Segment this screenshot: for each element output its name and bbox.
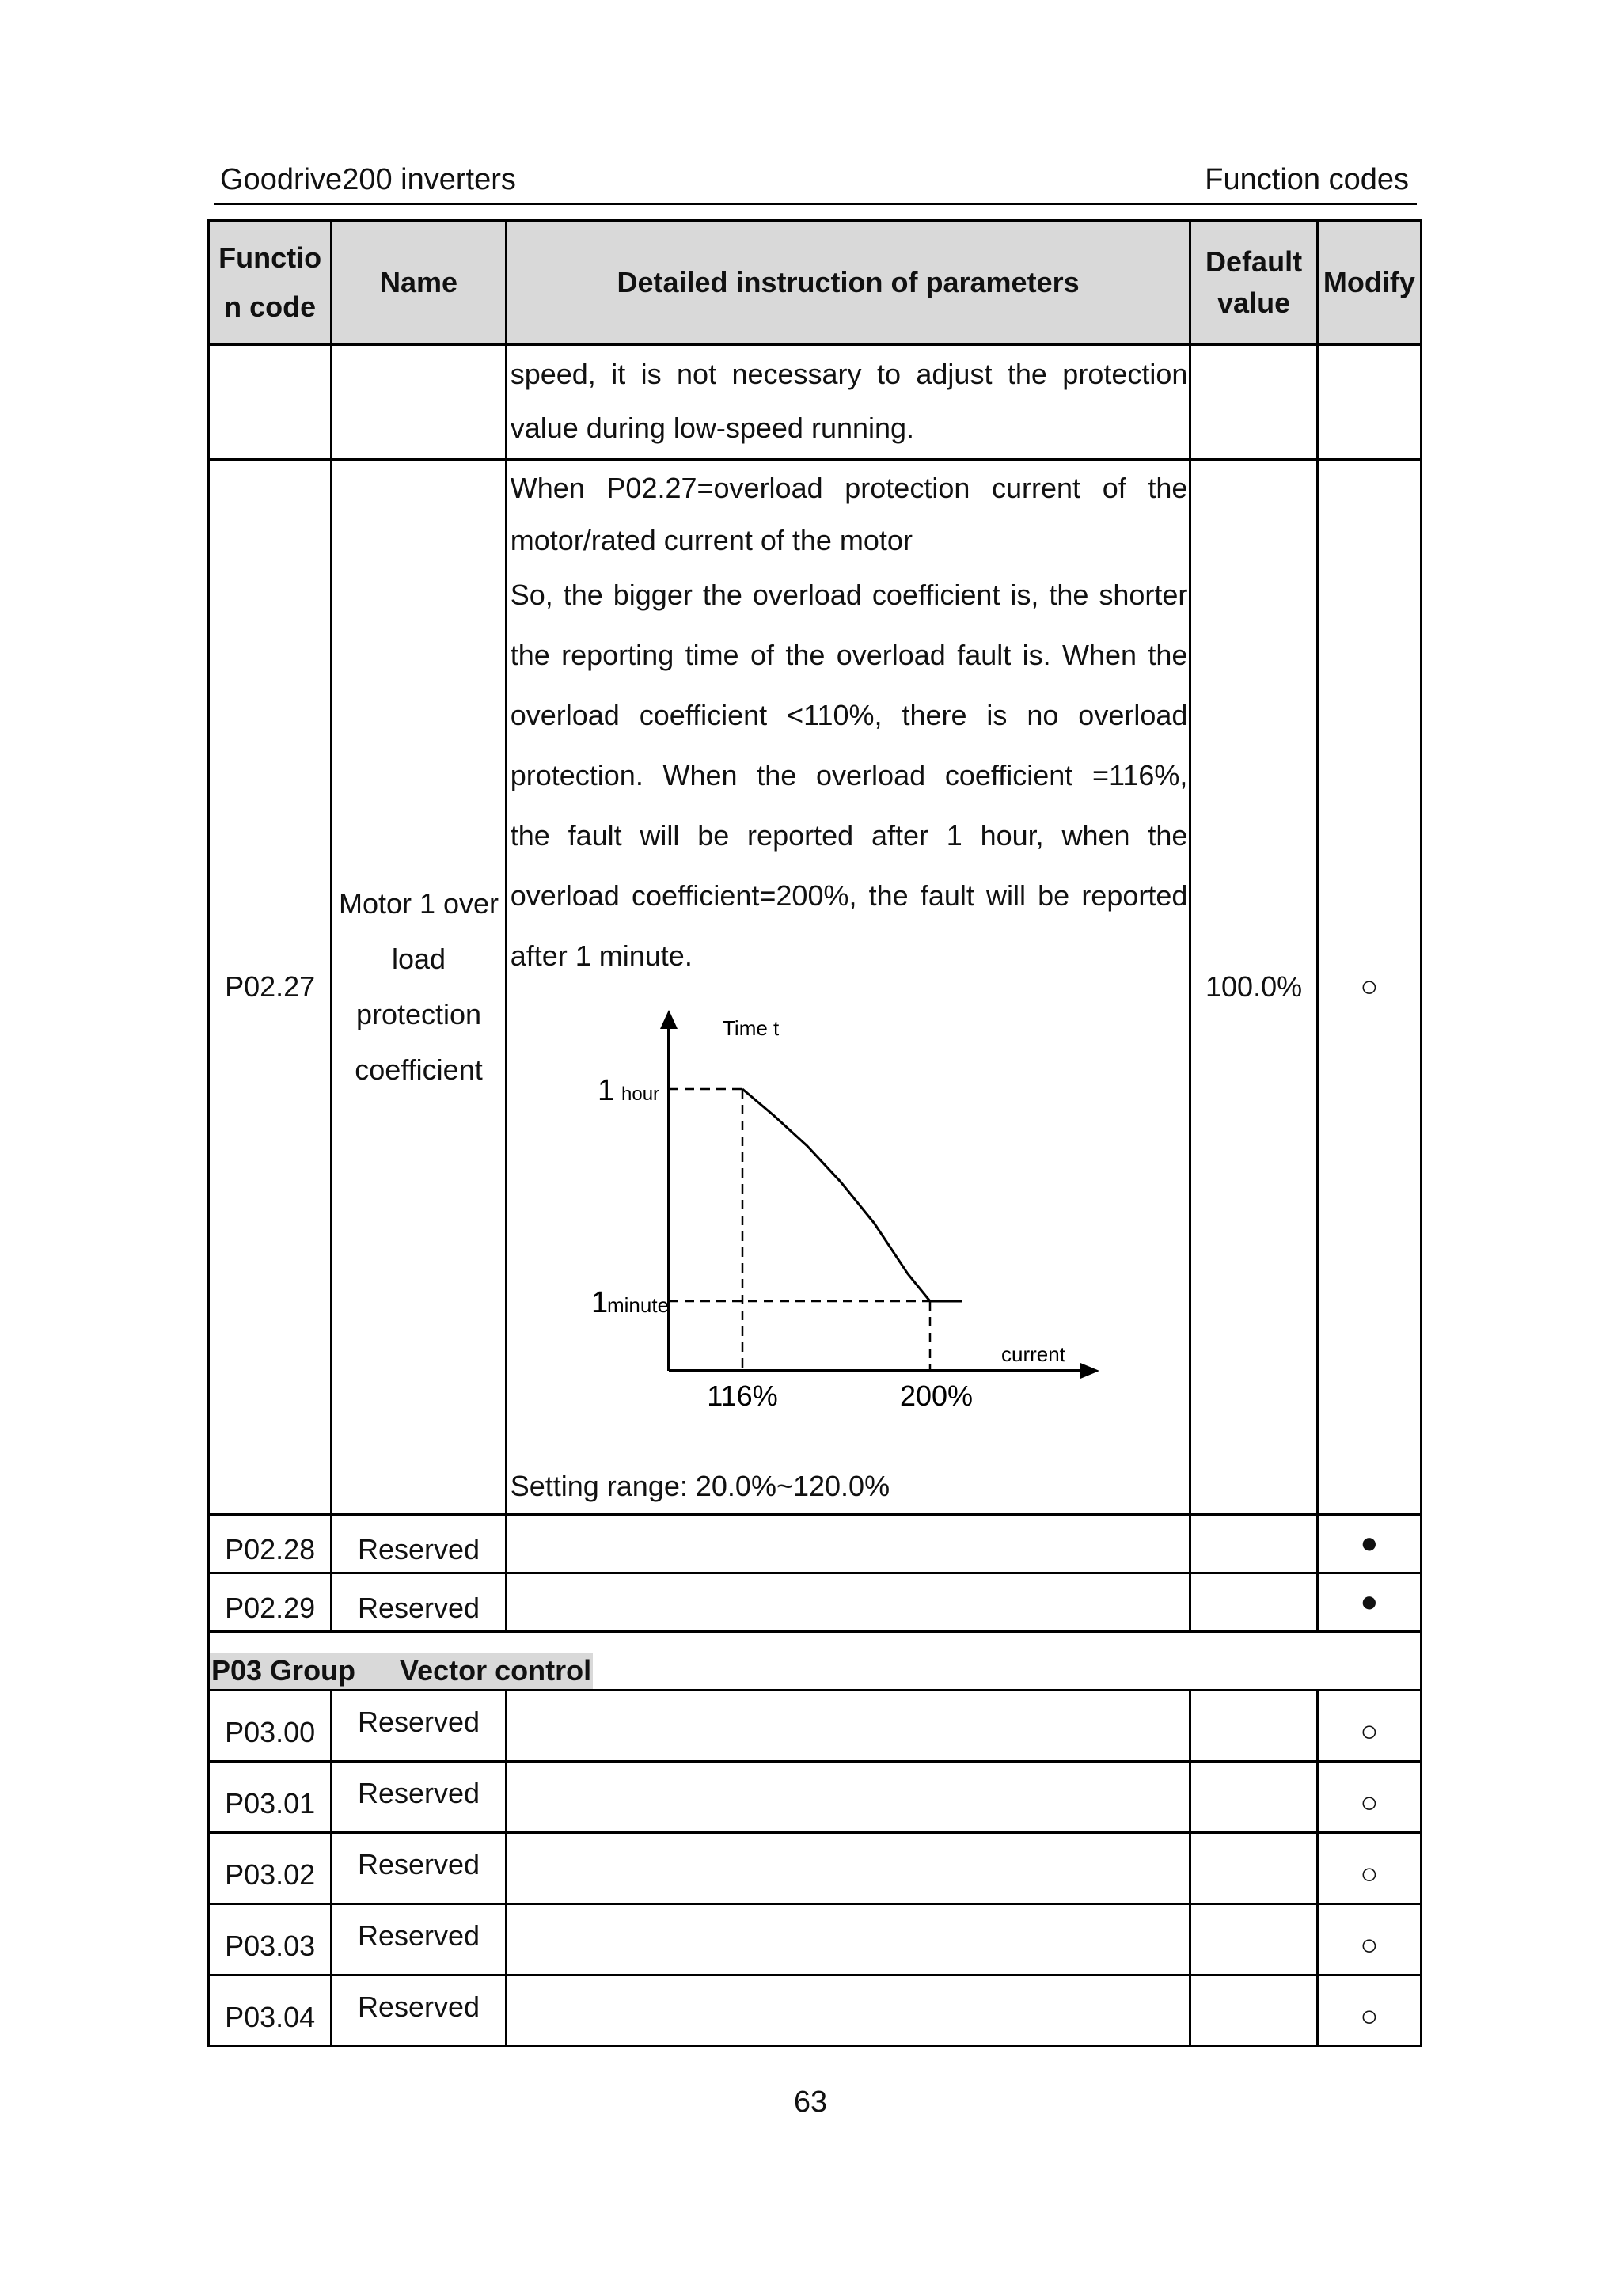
- y-tick-1-hour-unit: hour: [621, 1083, 659, 1105]
- cell-desc-empty: [506, 1762, 1190, 1833]
- overload-curve: [742, 1089, 962, 1301]
- name-line: load: [391, 943, 446, 975]
- cell-name-empty: [332, 345, 506, 460]
- col-header-modify: Modify: [1317, 221, 1421, 345]
- modify-symbol: ○: [1317, 1975, 1421, 2047]
- table-row-p0227: [209, 460, 1422, 1515]
- cell-default-empty: [1190, 1833, 1317, 1904]
- cell-desc-continuation: [506, 345, 1190, 460]
- overload-curve-svg: [574, 1000, 1175, 1444]
- desc-line: overload coefficient <110%, there is no overload: [510, 699, 1188, 731]
- col-header-desc: Detailed instruction of parameters: [506, 221, 1190, 345]
- modify-symbol: ○: [1317, 1691, 1421, 1762]
- overload-curve-chart: [574, 1000, 1175, 1444]
- y-tick-1-minute-unit: minute: [606, 1293, 669, 1317]
- table-row: [209, 1515, 1422, 1573]
- page-number: 63: [793, 2085, 828, 2119]
- modify-symbol: ○: [1317, 1833, 1421, 1904]
- col-header-default: [1190, 221, 1317, 345]
- cell-name: Reserved: [332, 1904, 506, 1975]
- x-tick-200: 200%: [899, 1379, 973, 1412]
- modify-symbol: ●: [1317, 1573, 1421, 1632]
- cell-desc-empty: [506, 1975, 1190, 2047]
- cell-code: P02.29: [209, 1573, 332, 1632]
- desc-line: value during low-speed running.: [510, 412, 915, 444]
- cell-desc-empty: [506, 1573, 1190, 1632]
- cell-default-empty: [1190, 1573, 1317, 1632]
- group-row-p03: [209, 1632, 1422, 1691]
- cell-desc-empty: [506, 1904, 1190, 1975]
- desc-line: overload coefficient=200%, the fault will be reported: [510, 879, 1188, 912]
- col-header-default-line2: value: [1217, 287, 1291, 319]
- function-code-table: [207, 219, 1422, 2047]
- desc-line: protection. When the overload coefficient =116%,: [510, 759, 1188, 791]
- header-right-title: Function codes: [1205, 163, 1409, 196]
- name-line: coefficient: [355, 1053, 483, 1086]
- y-tick-1-hour-num: 1: [597, 1074, 614, 1107]
- cell-name-p0227: [332, 460, 506, 1515]
- cell-code-empty: [209, 345, 332, 460]
- cell-name: Reserved: [332, 1762, 506, 1833]
- cell-default-empty: [1190, 1762, 1317, 1833]
- desc-line: speed, it is not necessary to adjust the protection: [510, 358, 1188, 390]
- col-header-name: Name: [332, 221, 506, 345]
- cell-default-empty: [1190, 1515, 1317, 1573]
- group-title: Vector control: [400, 1654, 592, 1687]
- desc-line: motor/rated current of the motor: [510, 524, 913, 556]
- y-axis-label: Time t: [722, 1016, 779, 1040]
- cell-default-empty: [1190, 1975, 1317, 2047]
- cell-code: P03.00: [209, 1691, 332, 1762]
- y-tick-1-minute-num: 1: [590, 1286, 608, 1319]
- desc-line: after 1 minute.: [510, 939, 693, 972]
- modify-symbol: ○: [1317, 1904, 1421, 1975]
- cell-default-p0227: 100.0%: [1190, 460, 1317, 1515]
- header-left-title: Goodrive200 inverters: [220, 163, 516, 196]
- col-header-code-line2: n code: [224, 290, 317, 323]
- modify-symbol: ●: [1317, 1515, 1421, 1573]
- group-label: [210, 1653, 593, 1689]
- table-row: [209, 1691, 1422, 1762]
- cell-code: P03.04: [209, 1975, 332, 2047]
- cell-desc-p0227: [506, 460, 1190, 1515]
- setting-range: Setting range: 20.0%~120.0%: [510, 1470, 890, 1502]
- y-axis-arrow: [660, 1010, 678, 1029]
- group-cell: [209, 1632, 1422, 1691]
- table-row: [209, 1573, 1422, 1632]
- cell-default-empty: [1190, 1691, 1317, 1762]
- col-header-code-line1: Functio: [218, 241, 322, 274]
- cell-code-p0227: P02.27: [209, 460, 332, 1515]
- cell-code: P03.01: [209, 1762, 332, 1833]
- cell-name: Reserved: [332, 1515, 506, 1573]
- modify-symbol: ○: [1317, 1762, 1421, 1833]
- cell-default-empty: [1190, 345, 1317, 460]
- desc-line: When P02.27=overload protection current of the: [510, 472, 1188, 504]
- name-line: Motor 1 over: [338, 887, 499, 920]
- modify-symbol: ○: [1317, 460, 1421, 1515]
- cell-name: Reserved: [332, 1833, 506, 1904]
- x-tick-116: 116%: [707, 1379, 778, 1412]
- cell-default-empty: [1190, 1904, 1317, 1975]
- cell-code: P03.02: [209, 1833, 332, 1904]
- table-row-continuation: [209, 345, 1422, 460]
- cell-code: P02.28: [209, 1515, 332, 1573]
- col-header-code: [209, 221, 332, 345]
- x-axis-arrow: [1080, 1363, 1099, 1379]
- cell-name: Reserved: [332, 1573, 506, 1632]
- cell-name: Reserved: [332, 1975, 506, 2047]
- cell-desc-empty: [506, 1833, 1190, 1904]
- cell-desc-empty: [506, 1515, 1190, 1573]
- cell-name: Reserved: [332, 1691, 506, 1762]
- cell-desc-empty: [506, 1691, 1190, 1762]
- desc-line: the reporting time of the overload fault is. When the: [510, 639, 1188, 671]
- x-axis-label: current: [1000, 1342, 1065, 1366]
- group-id: P03 Group: [211, 1654, 356, 1687]
- cell-code: P03.03: [209, 1904, 332, 1975]
- desc-line: So, the bigger the overload coefficient is, the shorter: [510, 579, 1188, 611]
- header-rule: [214, 203, 1417, 205]
- table-row: [209, 1762, 1422, 1833]
- cell-modify-empty: [1317, 345, 1421, 460]
- table-row: [209, 1833, 1422, 1904]
- name-line: protection: [355, 998, 482, 1030]
- col-header-default-line1: Default: [1205, 245, 1303, 278]
- desc-line: the fault will be reported after 1 hour, when the: [510, 819, 1188, 852]
- table-row: [209, 1975, 1422, 2047]
- table-header-row: [209, 221, 1422, 345]
- table-row: [209, 1904, 1422, 1975]
